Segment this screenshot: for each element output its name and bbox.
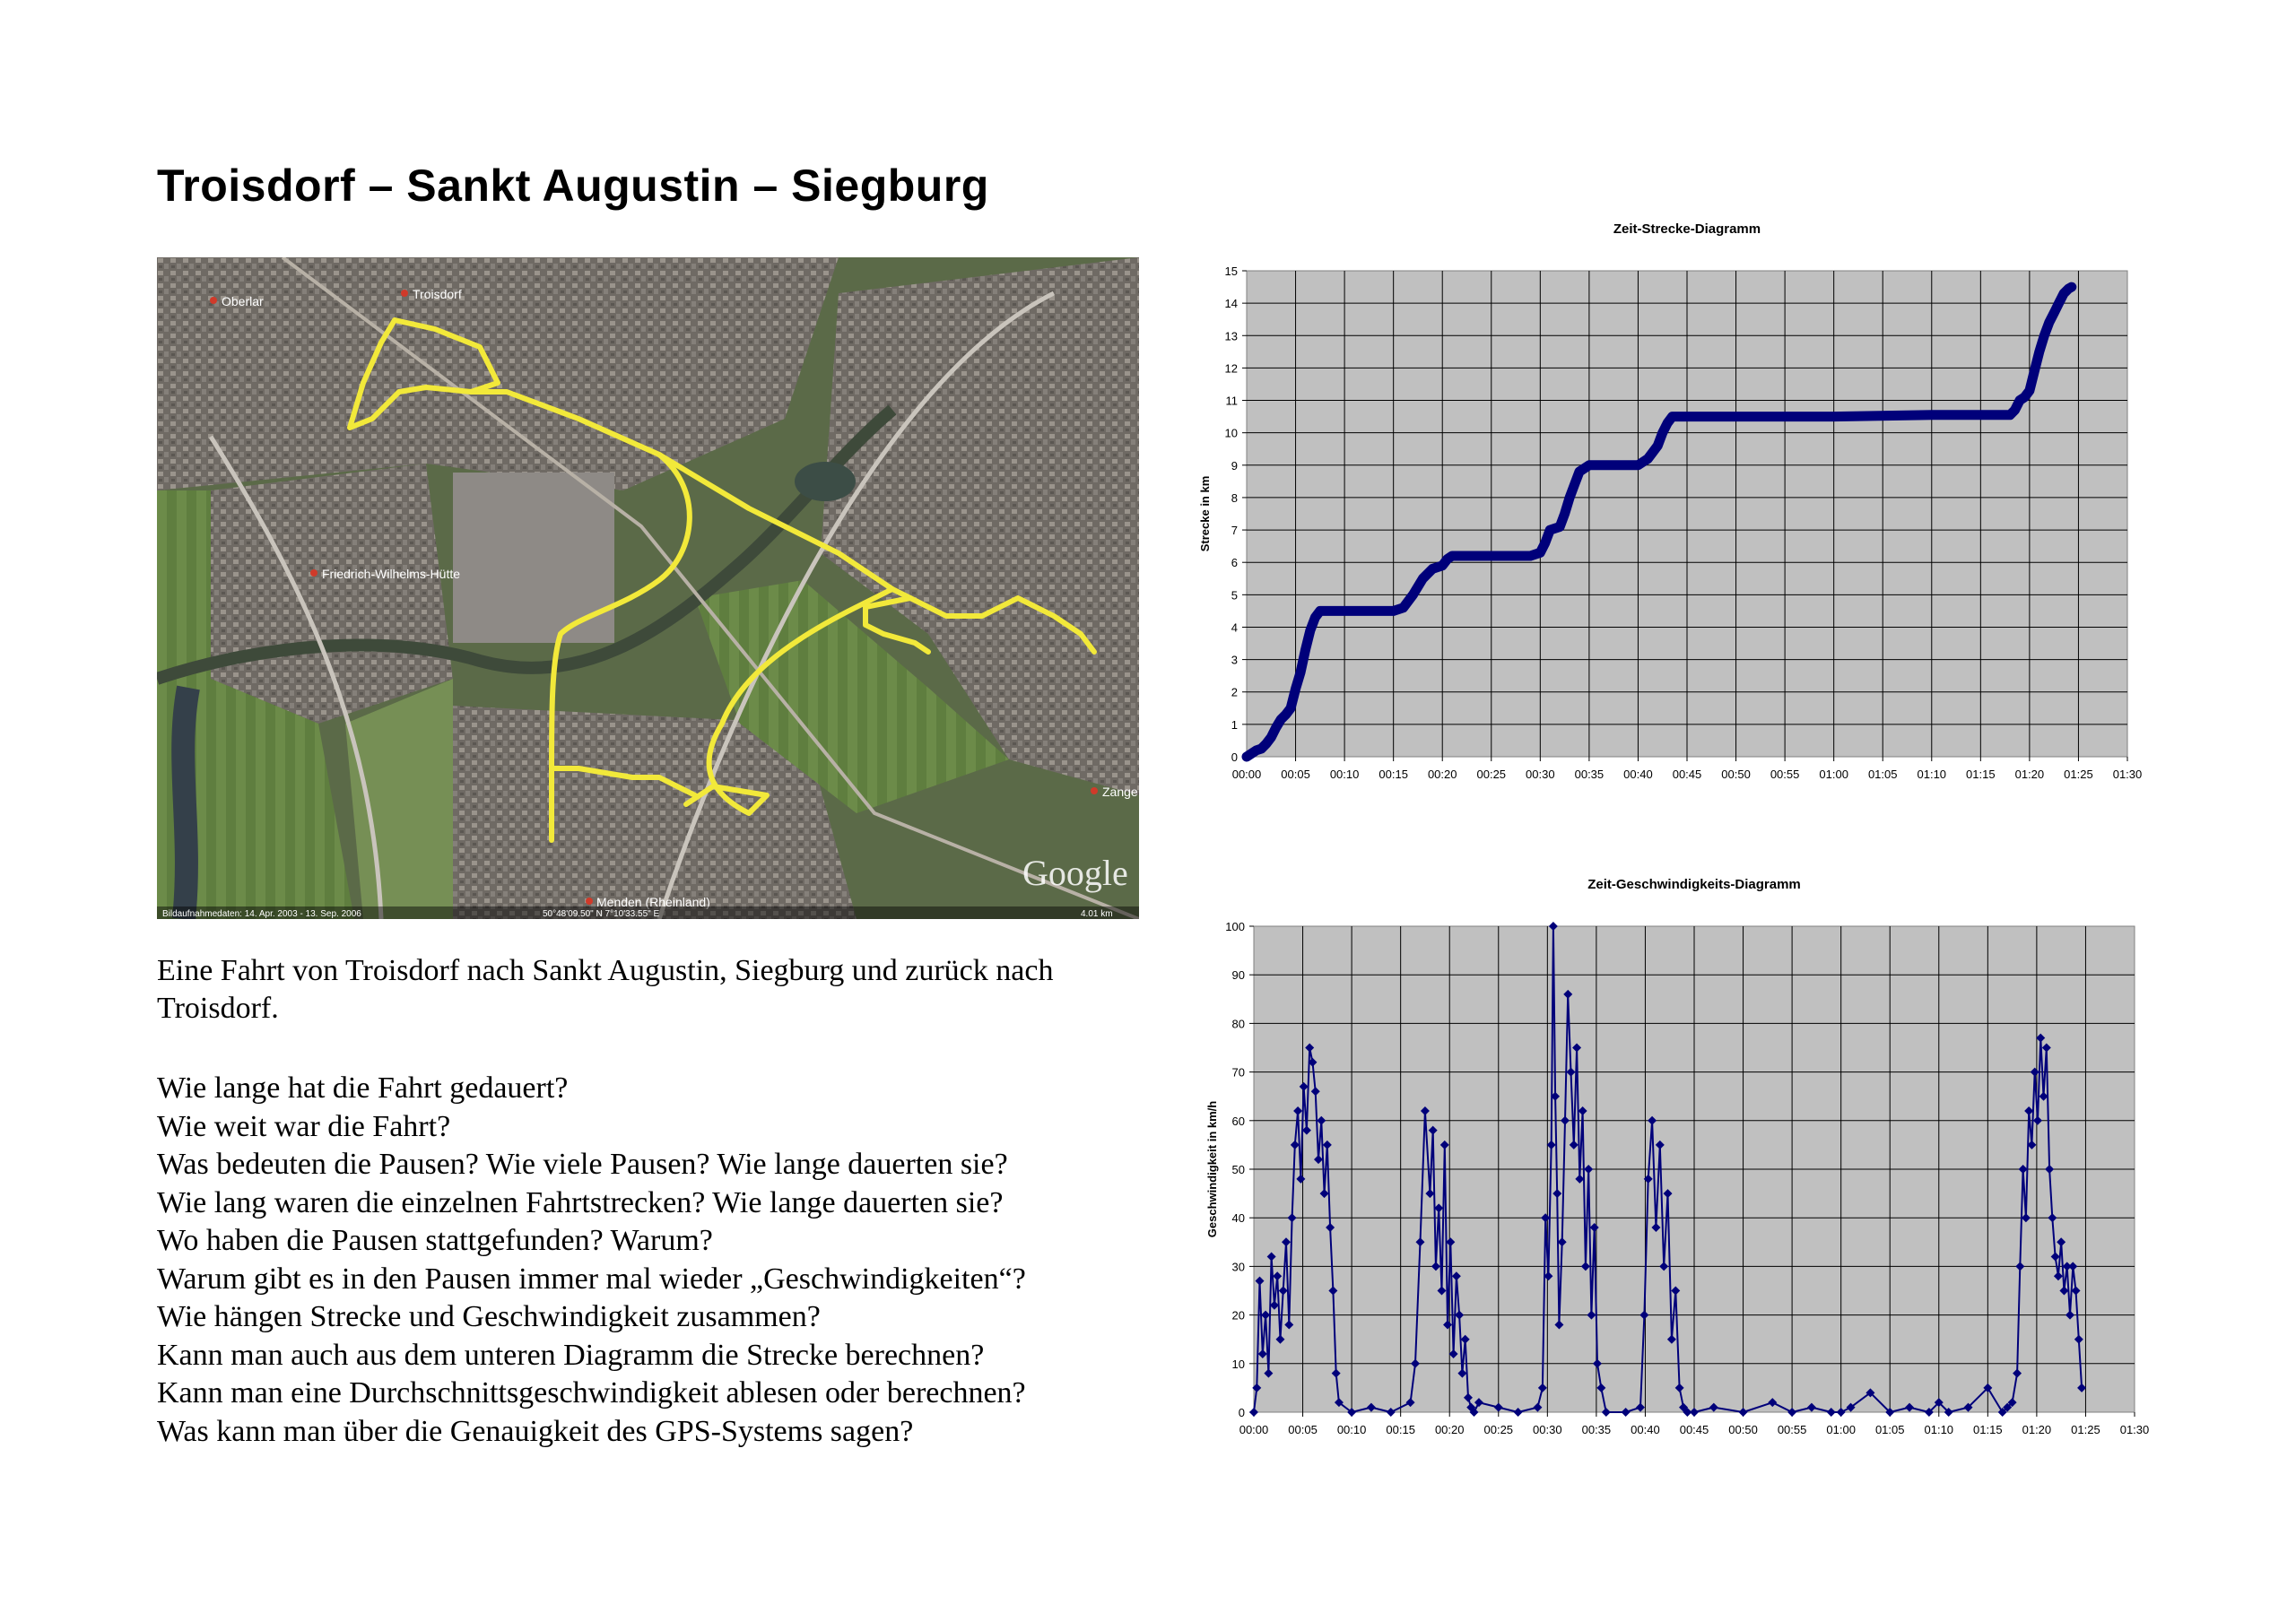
x-tick-label: 01:25 — [2064, 768, 2093, 781]
y-tick-label: 80 — [1231, 1017, 1245, 1031]
question-item: Wie hängen Strecke und Geschwindigkeit zusammen? — [157, 1300, 821, 1333]
y-tick-label: 20 — [1231, 1308, 1245, 1323]
y-tick-label: 0 — [1231, 750, 1238, 764]
x-tick-label: 00:50 — [1728, 1423, 1758, 1436]
y-tick-label: 70 — [1231, 1065, 1245, 1080]
y-tick-label: 8 — [1231, 490, 1238, 505]
question-item: Kann man eine Durchschnittsgeschwindigkeit ablesen oder berechnen? — [157, 1376, 1026, 1409]
x-tick-label: 00:00 — [1239, 1423, 1269, 1436]
x-tick-label: 00:45 — [1672, 768, 1702, 781]
oberlar-label: Oberlar — [222, 294, 264, 308]
speed-time-chart — [1184, 867, 2152, 1436]
y-axis-label: Strecke in km — [1198, 475, 1212, 552]
question-item: Kann man auch aus dem unteren Diagramm die Strecke berechnen? — [157, 1338, 985, 1372]
y-tick-label: 6 — [1231, 556, 1238, 570]
chart-title: Zeit-Strecke-Diagramm — [1613, 221, 1761, 237]
x-tick-label: 01:00 — [1826, 1423, 1856, 1436]
river-west — [183, 688, 188, 919]
fwh-label: Friedrich-Wilhelms-Hütte — [322, 567, 461, 581]
question-item: Wie lange hat die Fahrt gedauert? — [157, 1071, 569, 1105]
x-tick-label: 00:55 — [1770, 768, 1800, 781]
y-tick-label: 9 — [1231, 458, 1238, 473]
x-tick-label: 01:30 — [2119, 1423, 2150, 1436]
satellite-map — [157, 257, 1139, 919]
y-tick-label: 50 — [1231, 1163, 1245, 1176]
y-tick-label: 12 — [1224, 361, 1238, 376]
chart-title: Zeit-Geschwindigkeits-Diagramm — [1587, 877, 1801, 892]
question-item: Wo haben die Pausen stattgefunden? Warum? — [157, 1224, 713, 1257]
menden-label: Menden (Rheinland) — [596, 895, 710, 909]
speed-chart-svg — [1184, 867, 2152, 1450]
question-item: Wie lang waren die einzelnen Fahrtstrecken? Wie lange dauerten sie? — [157, 1185, 1004, 1219]
y-tick-label: 40 — [1231, 1211, 1245, 1226]
question-list — [157, 1070, 1026, 1451]
y-tick-label: 90 — [1231, 968, 1245, 983]
y-axis-label: Geschwindigkeit in km/h — [1205, 1100, 1219, 1238]
question-item: Was bedeuten die Pausen? Wie viele Pausen? Wie lange dauerten sie? — [157, 1148, 1008, 1181]
x-tick-label: 00:40 — [1631, 1423, 1660, 1436]
y-tick-label: 3 — [1231, 653, 1238, 667]
question-item: Wie weit war die Fahrt? — [157, 1109, 451, 1143]
y-tick-label: 7 — [1231, 524, 1238, 538]
y-tick-label: 14 — [1224, 297, 1238, 311]
x-tick-label: 00:35 — [1581, 1423, 1612, 1436]
x-tick-label: 00:10 — [1329, 768, 1360, 781]
question-item: Warum gibt es in den Pausen immer mal wieder „Geschwindigkeiten“? — [157, 1262, 1026, 1296]
x-tick-label: 01:00 — [1819, 768, 1848, 781]
x-tick-label: 01:15 — [1966, 768, 1996, 781]
troisdorf-marker — [401, 290, 408, 297]
y-tick-label: 11 — [1225, 394, 1238, 408]
x-tick-label: 00:40 — [1623, 768, 1653, 781]
footer-scale: 4.01 km — [1081, 909, 1113, 919]
x-tick-label: 01:10 — [1917, 768, 1947, 781]
y-tick-label: 10 — [1224, 426, 1238, 440]
question-item: Was kann man über die Genauigkeit des GPS-Systems sagen? — [157, 1414, 914, 1448]
y-tick-label: 13 — [1224, 329, 1238, 343]
lake — [795, 462, 856, 501]
y-tick-label: 60 — [1231, 1114, 1245, 1128]
y-tick-label: 100 — [1225, 920, 1245, 933]
y-tick-label: 15 — [1224, 265, 1238, 278]
x-tick-label: 01:20 — [2022, 1423, 2052, 1436]
x-tick-label: 00:10 — [1336, 1423, 1367, 1436]
y-tick-label: 5 — [1231, 588, 1238, 603]
urban-area-west — [211, 464, 453, 724]
y-tick-label: 1 — [1231, 717, 1238, 732]
x-tick-label: 00:20 — [1427, 768, 1457, 781]
zange-marker — [1091, 787, 1098, 794]
x-tick-label: 00:30 — [1526, 768, 1555, 781]
x-tick-label: 00:05 — [1288, 1423, 1318, 1436]
y-tick-label: 4 — [1231, 620, 1238, 635]
zange-label: Zange — [1102, 785, 1138, 799]
x-tick-label: 01:15 — [1973, 1423, 2003, 1436]
y-tick-label: 0 — [1238, 1406, 1245, 1419]
x-tick-label: 00:15 — [1378, 768, 1408, 781]
page-title: Troisdorf – Sankt Augustin – Siegburg — [157, 160, 989, 211]
troisdorf-label: Troisdorf — [413, 287, 462, 301]
oberlar-marker — [210, 297, 217, 304]
x-tick-label: 01:30 — [2112, 768, 2143, 781]
footer-coords: 50°48'09.50" N 7°10'33.55" E — [543, 909, 660, 919]
x-tick-label: 01:10 — [1924, 1423, 1954, 1436]
x-tick-label: 01:05 — [1874, 1423, 1905, 1436]
y-tick-label: 10 — [1231, 1357, 1245, 1371]
x-tick-label: 00:45 — [1679, 1423, 1709, 1436]
y-tick-label: 30 — [1231, 1260, 1245, 1274]
footer-date: Bildaufnahmedaten: 14. Apr. 2003 - 13. Sep. 2006 — [162, 909, 361, 919]
y-tick-label: 2 — [1231, 685, 1238, 699]
google-logo: Google — [1022, 853, 1128, 893]
x-tick-label: 01:20 — [2014, 768, 2045, 781]
x-tick-label: 00:25 — [1476, 768, 1507, 781]
x-tick-label: 00:50 — [1721, 768, 1751, 781]
x-tick-label: 00:00 — [1231, 768, 1262, 781]
distance-time-chart — [1184, 215, 2152, 781]
menden-marker — [586, 898, 593, 905]
distance-chart-svg — [1184, 215, 2152, 798]
x-tick-label: 00:20 — [1434, 1423, 1465, 1436]
x-tick-label: 00:05 — [1281, 768, 1310, 781]
x-tick-label: 00:25 — [1483, 1423, 1514, 1436]
fwh-marker — [310, 569, 317, 577]
x-tick-label: 00:30 — [1533, 1423, 1562, 1436]
x-tick-label: 01:05 — [1867, 768, 1898, 781]
x-tick-label: 01:25 — [2071, 1423, 2100, 1436]
x-tick-label: 00:35 — [1574, 768, 1605, 781]
intro-text: Eine Fahrt von Troisdorf nach Sankt Augustin, Siegburg und zurück nach Troisdorf. — [157, 954, 1054, 1025]
x-tick-label: 00:55 — [1777, 1423, 1807, 1436]
map-graphic — [157, 257, 1139, 919]
x-tick-label: 00:15 — [1386, 1423, 1415, 1436]
